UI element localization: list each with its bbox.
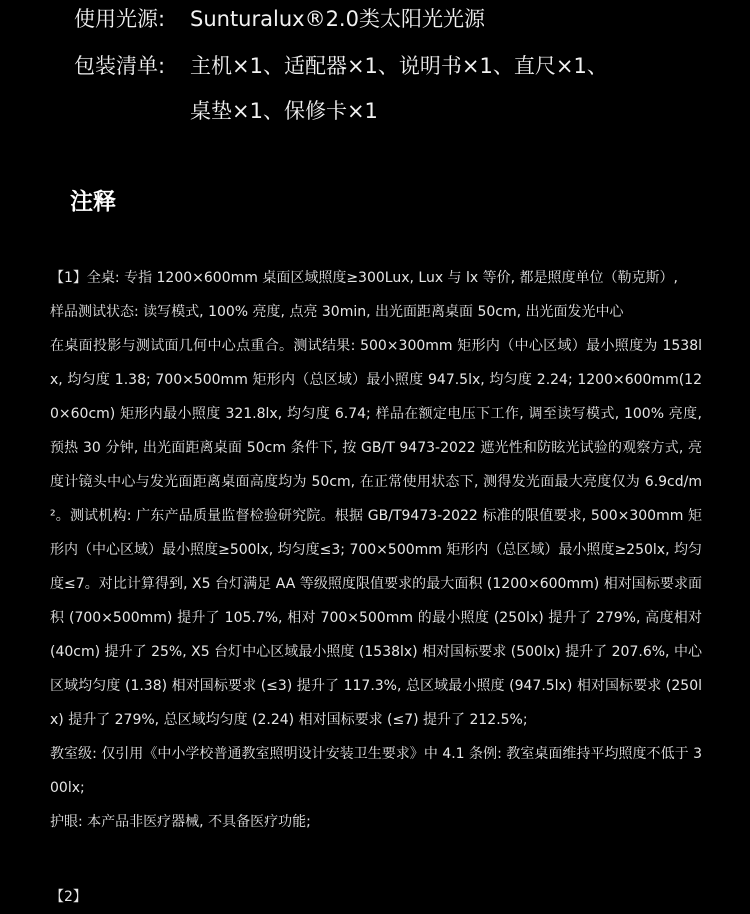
spec-label: 使用光源: — [74, 7, 166, 31]
note-paragraph: 在桌面投影与测试面几何中心点重合。测试结果: 500×300mm 矩形内（中心区域）最小照度为 1538lx, 均匀度 1.38; 700×500mm 矩形内（总区域）最小照度 947.5lx, 均匀度 2.24; 1200×600mm(120×60cm) 矩形内最小照度 321.8lx, 均匀度 6.74; 样品在额定电压下工作, 调至读写模式, 100% 亮度, 预热 30 分钟, 出光面距离桌面 50cm 条件下, 按 GB/T 9473-2022 遮光性和防眩光试验的观察方式, 亮度计镜头中心与发光面距离桌面高度均为 50cm, 在正常使用状态下, 测得发光面最大亮度仅为 6.9cd/m²。测试机构: 广东产品质量监督检验研究院。根据 GB/T9473-2022 标准的限值要求, 500×300mm 矩形内（中心区域）最小照度≥500lx, 均匀度≤3; 700×500mm 矩形内（总区域）最小照度≥250lx, 均匀度≤7。对比计算得到, X5 台灯满足 AA 等级照度限值要求的最大面积 (1200×600mm) 相对国标要求面积 (700×500mm) 提升了 105.7%, 相对 700×500mm 的最小照度 (250lx) 提升了 279%, 高度相对 (40cm) 提升了 25%, X5 台灯中心区域最小照度 (1538lx) 相对国标要求 (500lx) 提升了 207.6%, 中心区域均匀度 (1.38) 相对国标要求 (≤3) 提升了 117.3%, 总区域最小照度 (947.5lx) 相对国标要求 (250lx) 提升了 279%, 总区域均匀度 (2.24) 相对国标要求 (≤7) 提升了 212.5%; — [50, 338, 702, 728]
note-paragraph: 教室级: 仅引用《中小学校普通教室照明设计安装卫生要求》中 4.1 条例: 教室桌面维持平均照度不低于 300lx; — [50, 746, 702, 796]
note-paragraph-cut: 【2】 — [50, 889, 87, 905]
spec-label: 包装清单: — [74, 54, 166, 78]
notes-body — [50, 261, 702, 839]
note-paragraph: 【1】全桌: 专指 1200×600mm 桌面区域照度≥300Lux, Lux 与 lx 等价, 都是照度单位（勒克斯）, — [50, 270, 678, 286]
spec-value — [190, 47, 608, 130]
spec-value: Sunturalux®2.0类太阳光光源 — [190, 7, 485, 31]
package-line: 主机×1、适配器×1、说明书×1、直尺×1、 — [190, 54, 608, 78]
spec-light-source — [74, 0, 485, 38]
note-paragraph: 样品测试状态: 读写模式, 100% 亮度, 点亮 30min, 出光面距离桌面 50cm, 出光面发光中心 — [50, 304, 624, 320]
note-paragraph: 护眼: 本产品非医疗器械, 不具备医疗功能; — [50, 814, 311, 830]
spec-package-list — [74, 47, 608, 130]
package-line: 桌垫×1、保修卡×1 — [190, 99, 378, 123]
section-title: 注释 — [70, 189, 116, 215]
